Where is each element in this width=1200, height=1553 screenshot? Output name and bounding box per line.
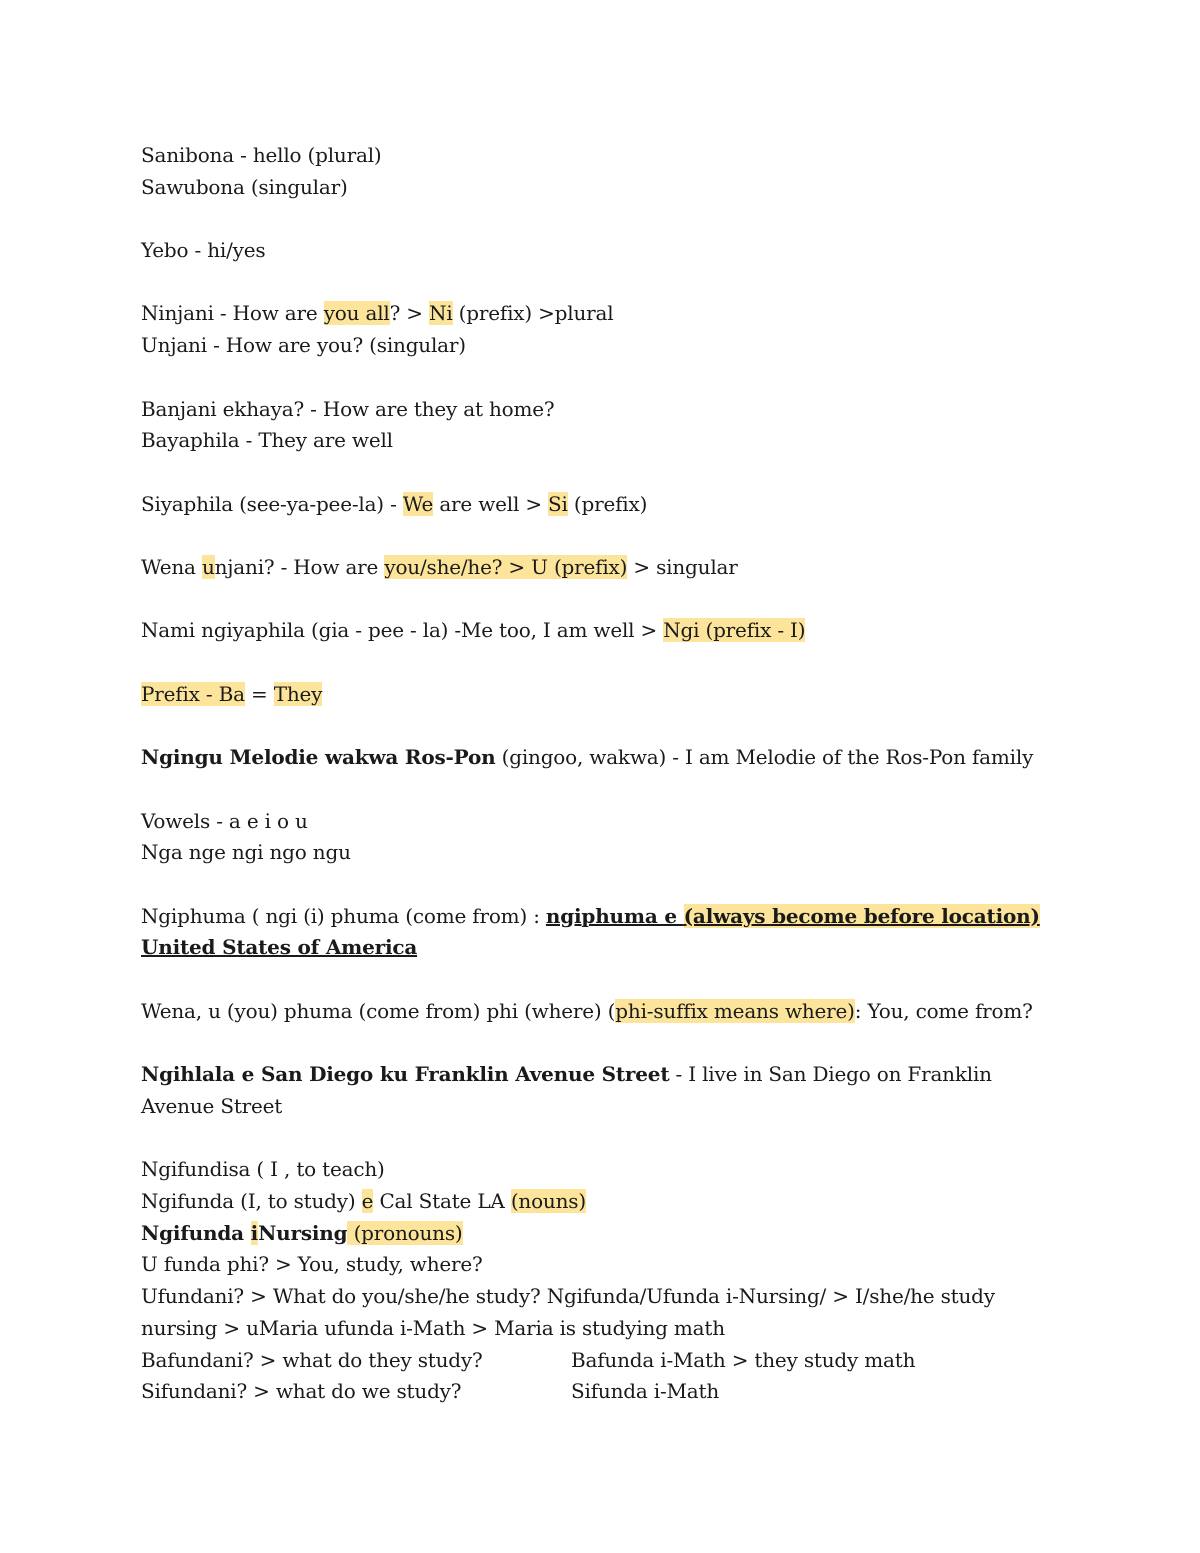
text-run: Ngiphuma ( ngi (i) phuma (come from) : xyxy=(141,903,546,928)
text-run: (gingoo, wakwa) - I am Melodie of the Ros-Pon family xyxy=(495,745,1034,770)
text-run: Nami ngiyaphila (gia - pee - la) -Me too, I am well > xyxy=(141,618,664,643)
text-run: are well > xyxy=(433,491,549,516)
line-sawubona: Sawubona (singular) xyxy=(141,174,348,199)
line-ngingu xyxy=(141,742,1061,774)
spacer xyxy=(141,362,1061,394)
highlight: i xyxy=(250,1220,259,1245)
line-vowels: Vowels - a e i o u xyxy=(141,808,308,833)
text-run: Sifundani? > what do we study? xyxy=(141,1379,462,1404)
spacer xyxy=(141,1028,1061,1060)
text-run: Ngifunda (I, to study) xyxy=(141,1189,362,1213)
line-ngifundisa: Ngifundisa ( I , to teach) xyxy=(141,1157,385,1182)
text-run: : You, come from? xyxy=(854,998,1033,1023)
line-ngifunda-cal xyxy=(141,1186,1061,1218)
text-run: Bafundani? > what do they study? xyxy=(141,1347,483,1372)
line-ngifunda-nursing xyxy=(141,1218,1061,1250)
line-usa xyxy=(141,932,1061,964)
text-run: - I live in San Diego on Franklin Avenue Street xyxy=(141,1062,992,1118)
line-ufunda-phi: U funda phi? > You, study, where? xyxy=(141,1252,483,1277)
text-run: Ninjani - How are xyxy=(141,301,324,326)
highlight: (nouns) xyxy=(510,1189,586,1213)
bold-run: Ngingu Melodie wakwa Ros-Pon xyxy=(141,745,496,770)
line-sifundani xyxy=(141,1376,1061,1408)
line-prefix-ba xyxy=(141,679,1061,711)
highlight: (always become before location) xyxy=(683,903,1040,928)
line-ufundani: Ufundani? > What do you/she/he study? Ngifunda/Ufunda i-Nursing/ > I/she/he study nursing > uMaria ufunda i-Math > Maria is studying math xyxy=(141,1284,995,1340)
spacer xyxy=(141,647,1061,679)
highlight: e xyxy=(361,1189,374,1213)
text-run-right: Bafunda i-Math > they study math xyxy=(571,1347,916,1372)
text-run: Wena xyxy=(141,555,202,580)
line-bafundani xyxy=(141,1345,1061,1377)
spacer xyxy=(141,267,1061,299)
line-bayaphila: Bayaphila - They are well xyxy=(141,428,393,453)
spacer xyxy=(141,711,1061,743)
highlight: We xyxy=(402,491,434,516)
highlight: you all xyxy=(323,301,390,326)
text-run: = xyxy=(244,681,274,706)
highlight: Si xyxy=(548,491,568,516)
spacer xyxy=(141,774,1061,806)
bold-underline-run: United States of America xyxy=(141,935,418,960)
spacer xyxy=(141,584,1061,616)
highlight: Ngi (prefix - I) xyxy=(663,618,806,643)
spacer xyxy=(141,1123,1061,1155)
line-yebo: Yebo - hi/yes xyxy=(141,238,266,263)
spacer xyxy=(141,520,1061,552)
bold-run: Nursing xyxy=(258,1220,348,1245)
line-nami xyxy=(141,615,1061,647)
highlight: phi-suffix means where) xyxy=(615,998,855,1023)
spacer xyxy=(141,869,1061,901)
highlight: (pronouns) xyxy=(347,1220,463,1245)
text-run: > singular xyxy=(627,555,738,580)
highlight: They xyxy=(273,681,323,706)
line-unjani: Unjani - How are you? (singular) xyxy=(141,333,466,358)
line-ngihlala xyxy=(141,1059,1061,1122)
line-banjani: Banjani ekhaya? - How are they at home? xyxy=(141,396,555,421)
text-run: Siyaphila (see-ya-pee-la) - xyxy=(141,491,403,516)
spacer xyxy=(141,964,1061,996)
highlight: you/she/he? > U (prefix) xyxy=(384,555,628,580)
bold-run: Ngifunda xyxy=(141,1220,251,1245)
text-run: njani? - How are xyxy=(214,555,385,580)
bold-run: Ngihlala e San Diego ku Franklin Avenue Street xyxy=(141,1062,670,1087)
bold-underline-run: ngiphuma e xyxy=(545,903,684,928)
spacer xyxy=(141,457,1061,489)
line-wena-unjani xyxy=(141,552,1061,584)
highlight: Prefix - Ba xyxy=(141,681,245,706)
line-siyaphila xyxy=(141,489,1061,521)
line-wena-phuma xyxy=(141,996,1061,1028)
text-run: Cal State LA xyxy=(373,1189,511,1213)
text-run-right: Sifunda i-Math xyxy=(571,1379,720,1404)
highlight: u xyxy=(201,555,215,580)
document-body xyxy=(141,140,1061,1408)
text-run: (prefix) xyxy=(567,491,648,516)
line-ngiphuma xyxy=(141,901,1061,933)
line-nga: Nga nge ngi ngo ngu xyxy=(141,840,351,865)
text-run: Wena, u (you) phuma (come from) phi (where) ( xyxy=(141,998,616,1023)
highlight: Ni xyxy=(429,301,453,326)
line-ninjani xyxy=(141,298,1061,330)
line-sanibona: Sanibona - hello (plural) xyxy=(141,143,382,167)
spacer xyxy=(141,203,1061,235)
text-run: ? > xyxy=(389,301,430,326)
text-run: (prefix) >plural xyxy=(452,301,614,326)
